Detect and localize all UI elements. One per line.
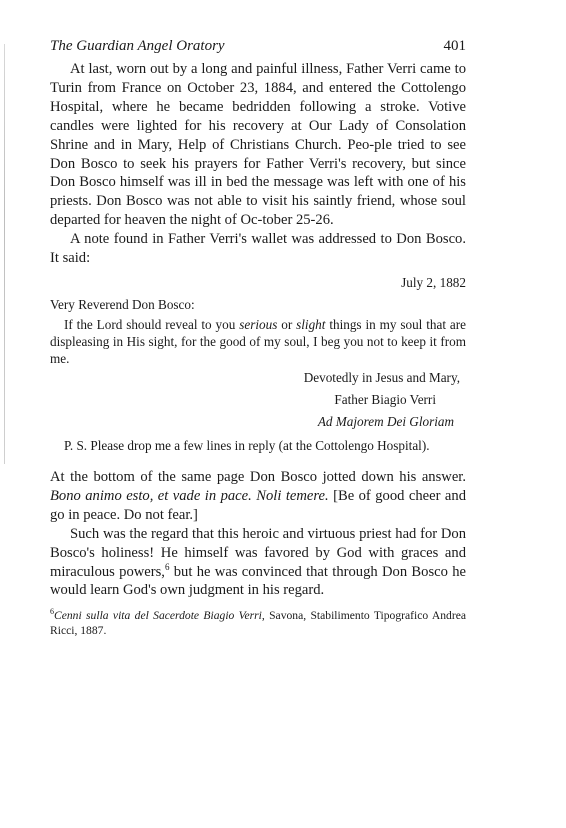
answer-translation: [Be of good cheer and go in peace. Do not fear.] (50, 487, 466, 523)
paragraph-don-bosco-answer (50, 468, 466, 525)
footnote-title: Cenni sulla vita del Sacerdote Biagio Verri, (54, 609, 265, 623)
page-header (50, 36, 466, 56)
paragraph-note-found: A note found in Father Verri's wallet was addressed to Don Bosco. It said: (50, 231, 466, 267)
footnote-publisher: Savona, Stabilimento Tipografico Andrea Ricci, 1887. (50, 609, 466, 638)
book-page (50, 36, 466, 650)
letter-body-part: or (277, 316, 297, 332)
running-title: The Guardian Angel Oratory (50, 38, 225, 54)
letter-salutation: Very Reverend Don Bosco: (50, 296, 195, 312)
scan-edge-line (4, 44, 5, 464)
paragraph-verri-illness: At last, worn out by a long and painful illness, Father Verri came to Turin from France on October 23, 1884, and entered the Cottolengo Hospital, where he became bedridden following a stroke. Votive candles were lighted for his recovery at Our Lady of Consolation Shrine and in Mary, Help of Christians Church. Peo-ple tried to see Don Bosco to seek his prayers for Father Verri's recovery, but since Don Bosco himself was ill in bed the message was left with one of his priests. Don Bosco was not able to visit his saintly friend, whose soul departed for heaven the night of Oc-tober 25-26. (50, 61, 466, 229)
letter-motto: Ad Majorem Dei Gloriam (317, 413, 454, 429)
regard-text: but he was convinced that through Don Bosco he would learn God's own judgment in his regard. (50, 563, 466, 599)
regard-text: Such was the regard that this heroic and virtuous priest had for Don Bosco's holiness! He himself was favored by God with graces and miraculous powers, (50, 525, 466, 580)
page-number: 401 (443, 38, 466, 54)
letter-postscript: P. S. Please drop me a few lines in reply (at the Cottolengo Hospital). (64, 437, 430, 453)
letter-closing: Devotedly in Jesus and Mary, (303, 369, 460, 385)
quoted-letter (50, 274, 466, 454)
answer-intro: At the bottom of the same page Don Bosco jotted down his answer. (50, 468, 466, 485)
letter-date: July 2, 1882 (401, 274, 466, 290)
paragraph-regard (50, 525, 466, 601)
footnote-marker: 6 (50, 607, 54, 617)
letter-body-part: If the Lord should reveal to you (64, 316, 240, 332)
letter-body-emphasis: slight (296, 316, 326, 332)
footnote (50, 604, 466, 638)
footnote-reference: 6 (164, 561, 170, 572)
letter-signature: Father Biagio Verri (334, 391, 436, 407)
letter-body-part: things in my soul that are displeasing in His sight, for the good of my soul, I beg you not to keep it from me. (50, 316, 466, 366)
letter-body (50, 316, 466, 367)
answer-latin: Bono animo esto, et vade in pace. Noli temere. (50, 487, 329, 504)
letter-body-emphasis: serious (239, 316, 278, 332)
